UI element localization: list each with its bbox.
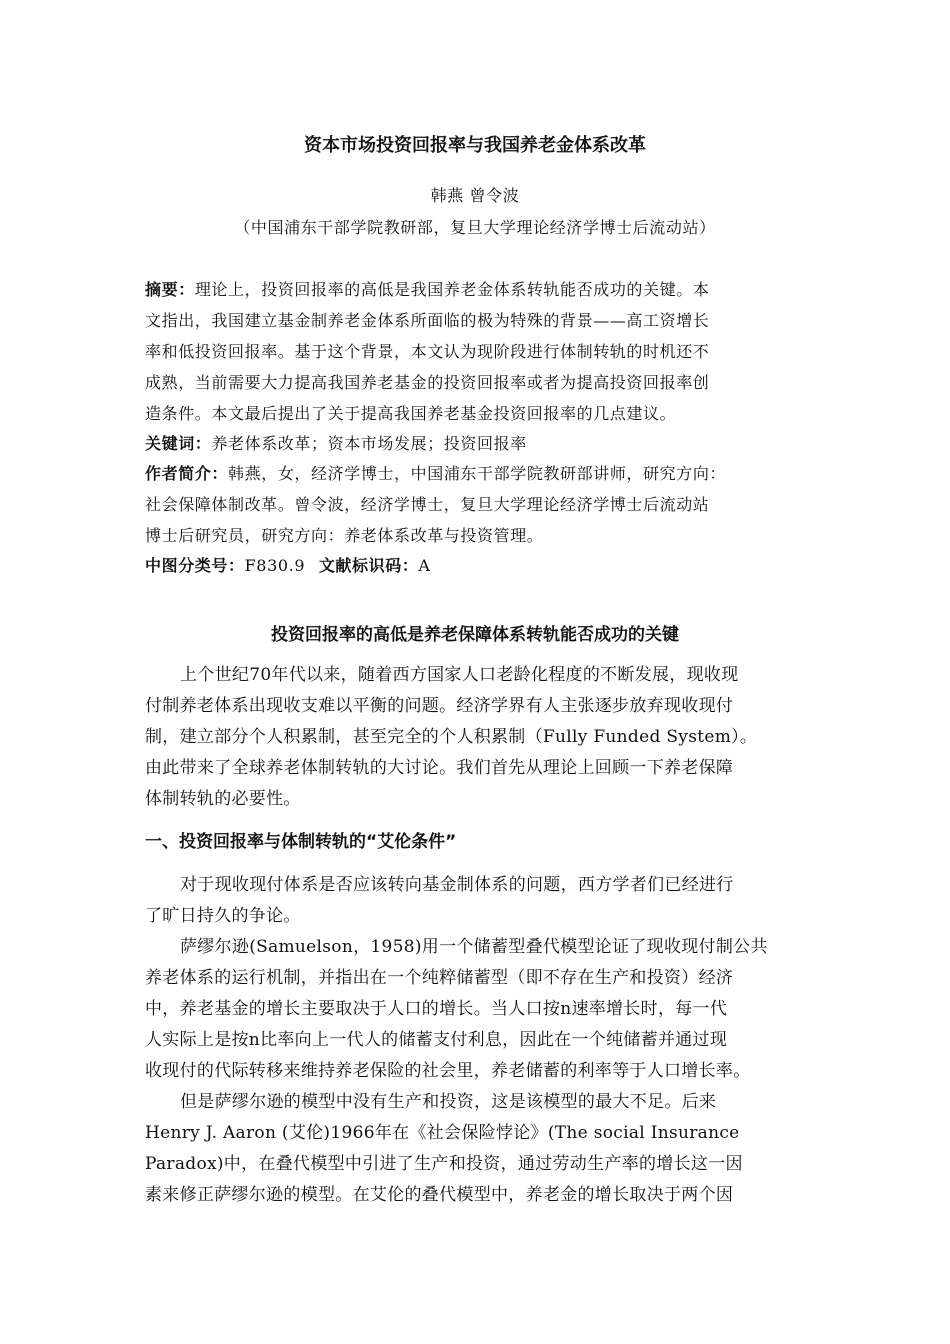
doc-code-label: 文献标识码： bbox=[318, 556, 419, 575]
author-intro-line bbox=[145, 466, 726, 482]
paragraph-line: 对于现收现付体系是否应该转向基金制体系的问题，西方学者们已经进行 bbox=[180, 875, 734, 895]
author-intro-text: 韩燕，女，经济学博士，中国浦东干部学院教研部讲师，研究方向： bbox=[228, 464, 727, 483]
paragraph-line: 了旷日持久的争论。 bbox=[145, 906, 301, 926]
paragraph-line: 收现付的代际转移来维持养老保险的社会里，养老储蓄的利率等于人口增长率。 bbox=[145, 1061, 751, 1081]
paragraph-line: 中，养老基金的增长主要取决于人口的增长。当人口按n速率增长时，每一代 bbox=[145, 999, 728, 1019]
paragraph-line: 人实际上是按n比率向上一代人的储蓄支付利息，因此在一个纯储蓄并通过现 bbox=[145, 1030, 728, 1050]
abstract-line: 成熟，当前需要大力提高我国养老基金的投资回报率或者为提高投资回报率创 bbox=[145, 373, 710, 392]
subsection-heading: 一、投资回报率与体制转轨的“艾伦条件” bbox=[145, 832, 457, 852]
abstract-line: 造条件。本文最后提出了关于提高我国养老基金投资回报率的几点建议。 bbox=[145, 404, 677, 423]
classification-line bbox=[145, 558, 431, 574]
paper-authors: 韩燕 曾令波 bbox=[430, 186, 520, 205]
paper-affiliation: （中国浦东干部学院教研部，复旦大学理论经济学博士后流动站） bbox=[234, 218, 716, 237]
author-intro-line: 博士后研究员，研究方向：养老体系改革与投资管理。 bbox=[145, 526, 544, 545]
abstract-label: 摘要： bbox=[145, 280, 195, 299]
keywords-line bbox=[145, 436, 527, 452]
paragraph-line: 养老体系的运行机制，并指出在一个纯粹储蓄型（即不存在生产和投资）经济 bbox=[145, 968, 734, 988]
abstract-text: 理论上，投资回报率的高低是我国养老金体系转轨能否成功的关键。本 bbox=[194, 280, 710, 299]
paper-title: 资本市场投资回报率与我国养老金体系改革 bbox=[304, 135, 646, 156]
paragraph-line: 素来修正萨缪尔逊的模型。在艾伦的叠代模型中，养老金的增长取决于两个因 bbox=[145, 1185, 734, 1205]
doc-code-value: A bbox=[418, 556, 431, 575]
author-intro-label: 作者简介： bbox=[145, 464, 229, 483]
keywords-text: 养老体系改革；资本市场发展；投资回报率 bbox=[211, 434, 527, 453]
paragraph-line: 体制转轨的必要性。 bbox=[145, 789, 301, 809]
paragraph-line: 但是萨缪尔逊的模型中没有生产和投资，这是该模型的最大不足。后来 bbox=[180, 1092, 717, 1112]
classification-value: F830.9 bbox=[244, 556, 306, 575]
abstract-line bbox=[145, 282, 709, 298]
paragraph-line: 由此带来了全球养老体制转轨的大讨论。我们首先从理论上回顾一下养老保障 bbox=[145, 758, 734, 778]
abstract-line: 文指出，我国建立基金制养老金体系所面临的极为特殊的背景——高工资增长 bbox=[145, 311, 710, 330]
section-heading: 投资回报率的高低是养老保障体系转轨能否成功的关键 bbox=[271, 625, 679, 645]
author-intro-line: 社会保障体制改革。曾令波，经济学博士，复旦大学理论经济学博士后流动站 bbox=[145, 495, 710, 514]
classification-label: 中图分类号： bbox=[145, 556, 245, 575]
abstract-line: 率和低投资回报率。基于这个背景，本文认为现阶段进行体制转轨的时机还不 bbox=[145, 342, 710, 361]
paragraph-line: 萨缪尔逊(Samuelson，1958)用一个储蓄型叠代模型论证了现收现付制公共 bbox=[180, 937, 768, 957]
paragraph-line: 制，建立部分个人积累制，甚至完全的个人积累制（Fully Funded System）。 bbox=[145, 727, 758, 747]
paragraph-line: 付制养老体系出现收支难以平衡的问题。经济学界有人主张逐步放弃现收现付 bbox=[145, 696, 734, 716]
paragraph-line: Paradox)中，在叠代模型中引进了生产和投资，通过劳动生产率的增长这一因 bbox=[145, 1154, 743, 1174]
paragraph-line: Henry J. Aaron (艾伦)1966年在《社会保险悖论》(The social Insurance bbox=[145, 1123, 740, 1143]
keywords-label: 关键词： bbox=[145, 434, 212, 453]
paragraph-line: 上个世纪70年代以来，随着西方国家人口老龄化程度的不断发展，现收现 bbox=[180, 665, 739, 685]
